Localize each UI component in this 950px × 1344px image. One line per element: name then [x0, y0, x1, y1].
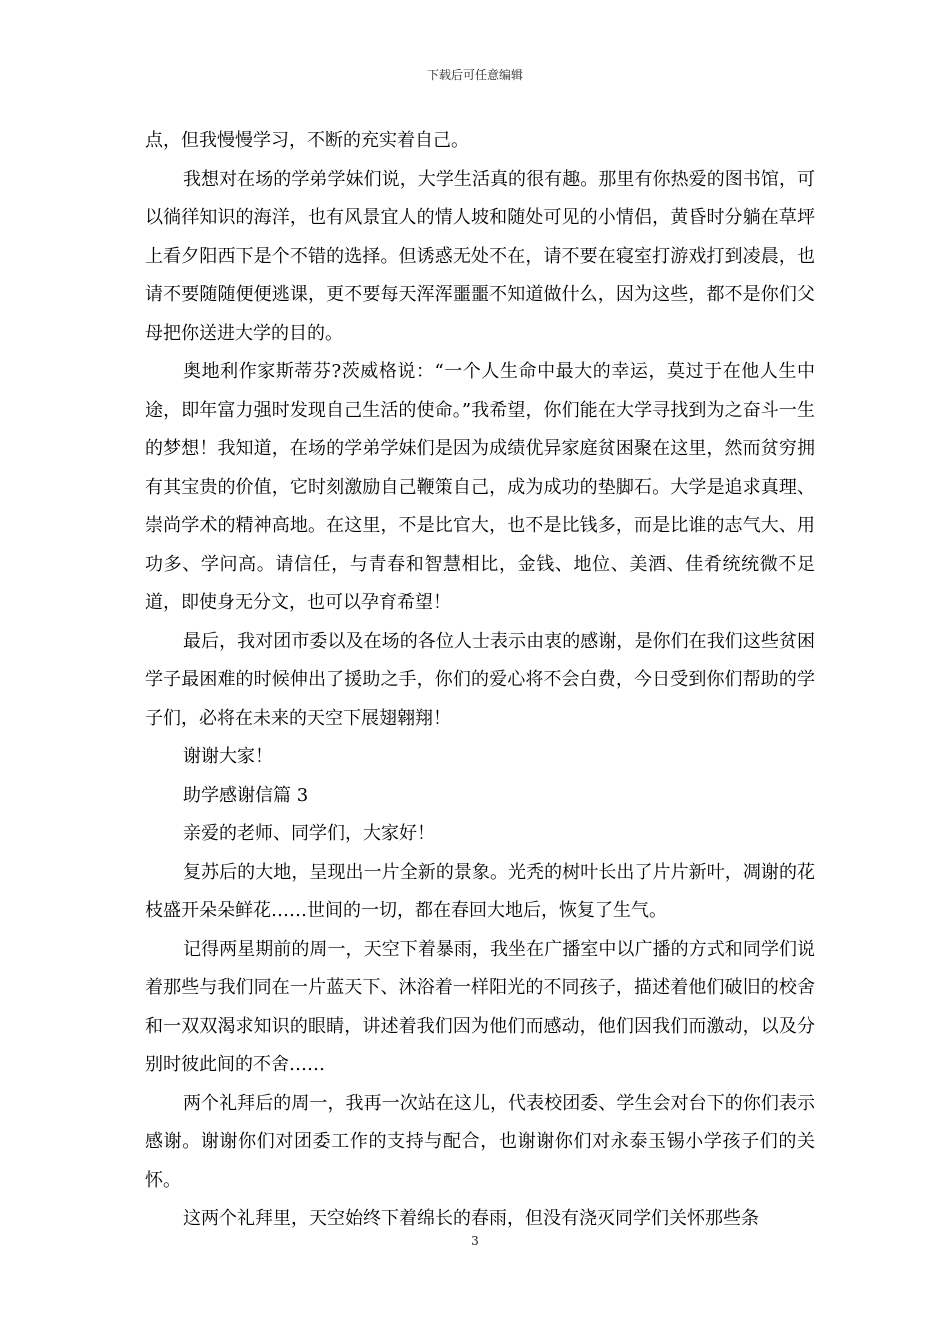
paragraph: 复苏后的大地，呈现出一片全新的景象。光秃的树叶长出了片片新叶，凋谢的花枝盛开朵朵鲜花……世间的一切，都在春回大地后，恢复了生气。	[145, 861, 815, 921]
section-title: 助学感谢信篇 3	[183, 784, 309, 806]
salutation: 亲爱的老师、同学们，大家好！	[183, 823, 435, 844]
paragraph: 这两个礼拜里，天空始终下着绵长的春雨，但没有浇灭同学们关怀那些条	[183, 1208, 759, 1229]
paragraph-continuation: 点，但我慢慢学习，不断的充实着自己。	[145, 130, 469, 151]
paragraph: 我想对在场的学弟学妹们说，大学生活真的很有趣。那里有你热爱的图书馆，可以徜徉知识的海洋，也有风景宜人的情人坡和随处可见的小情侣，黄昏时分躺在草坪上看夕阳西下是个不错的选择。但诱惑无处不在，请不要在寝室打游戏打到凌晨，也请不要随随便便逃课，更不要每天浑浑噩噩不知道做什么，因为这些，都不是你们父母把你送进大学的目的。	[145, 168, 815, 344]
closing-line: 谢谢大家！	[183, 746, 273, 767]
paragraph: 记得两星期前的周一，天空下着暴雨，我坐在广播室中以广播的方式和同学们说着那些与我们同在一片蓝天下、沐浴着一样阳光的不同孩子，描述着他们破旧的校舍和一双双渴求知识的眼睛，讲述着我们因为他们而感动，他们因我们而激动，以及分别时彼此间的不舍……	[145, 938, 815, 1075]
paragraph: 最后，我对团市委以及在场的各位人士表示由衷的感谢，是你们在我们这些贫困学子最困难的时候伸出了援助之手，你们的爱心将不会白费，今日受到你们帮助的学子们，必将在未来的天空下展翅翱翔！	[145, 630, 815, 729]
document-body	[145, 122, 815, 1239]
page-number: 3	[471, 1234, 479, 1248]
paragraph: 两个礼拜后的周一，我再一次站在这儿，代表校团委、学生会对台下的你们表示感谢。谢谢你们对团委工作的支持与配合，也谢谢你们对永泰玉锡小学孩子们的关怀。	[145, 1092, 815, 1191]
paragraph: 奥地利作家斯蒂芬?茨威格说：“一个人生命中最大的幸运，莫过于在他人生中途，即年富力强时发现自己生活的使命。”我希望，你们能在大学寻找到为之奋斗一生的梦想！我知道，在场的学弟学妹们是因为成绩优异家庭贫困聚在这里，然而贫穷拥有其宝贵的价值，它时刻激励自己鞭策自己，成为成功的垫脚石。大学是追求真理、崇尚学术的精神高地。在这里，不是比官大，也不是比钱多，而是比谁的志气大、用功多、学问高。请信任，与青春和智慧相比，金钱、地位、美酒、佳肴统统微不足道，即使身无分文，也可以孕育希望！	[145, 361, 815, 613]
page-header: 下载后可任意编辑	[426, 68, 523, 82]
